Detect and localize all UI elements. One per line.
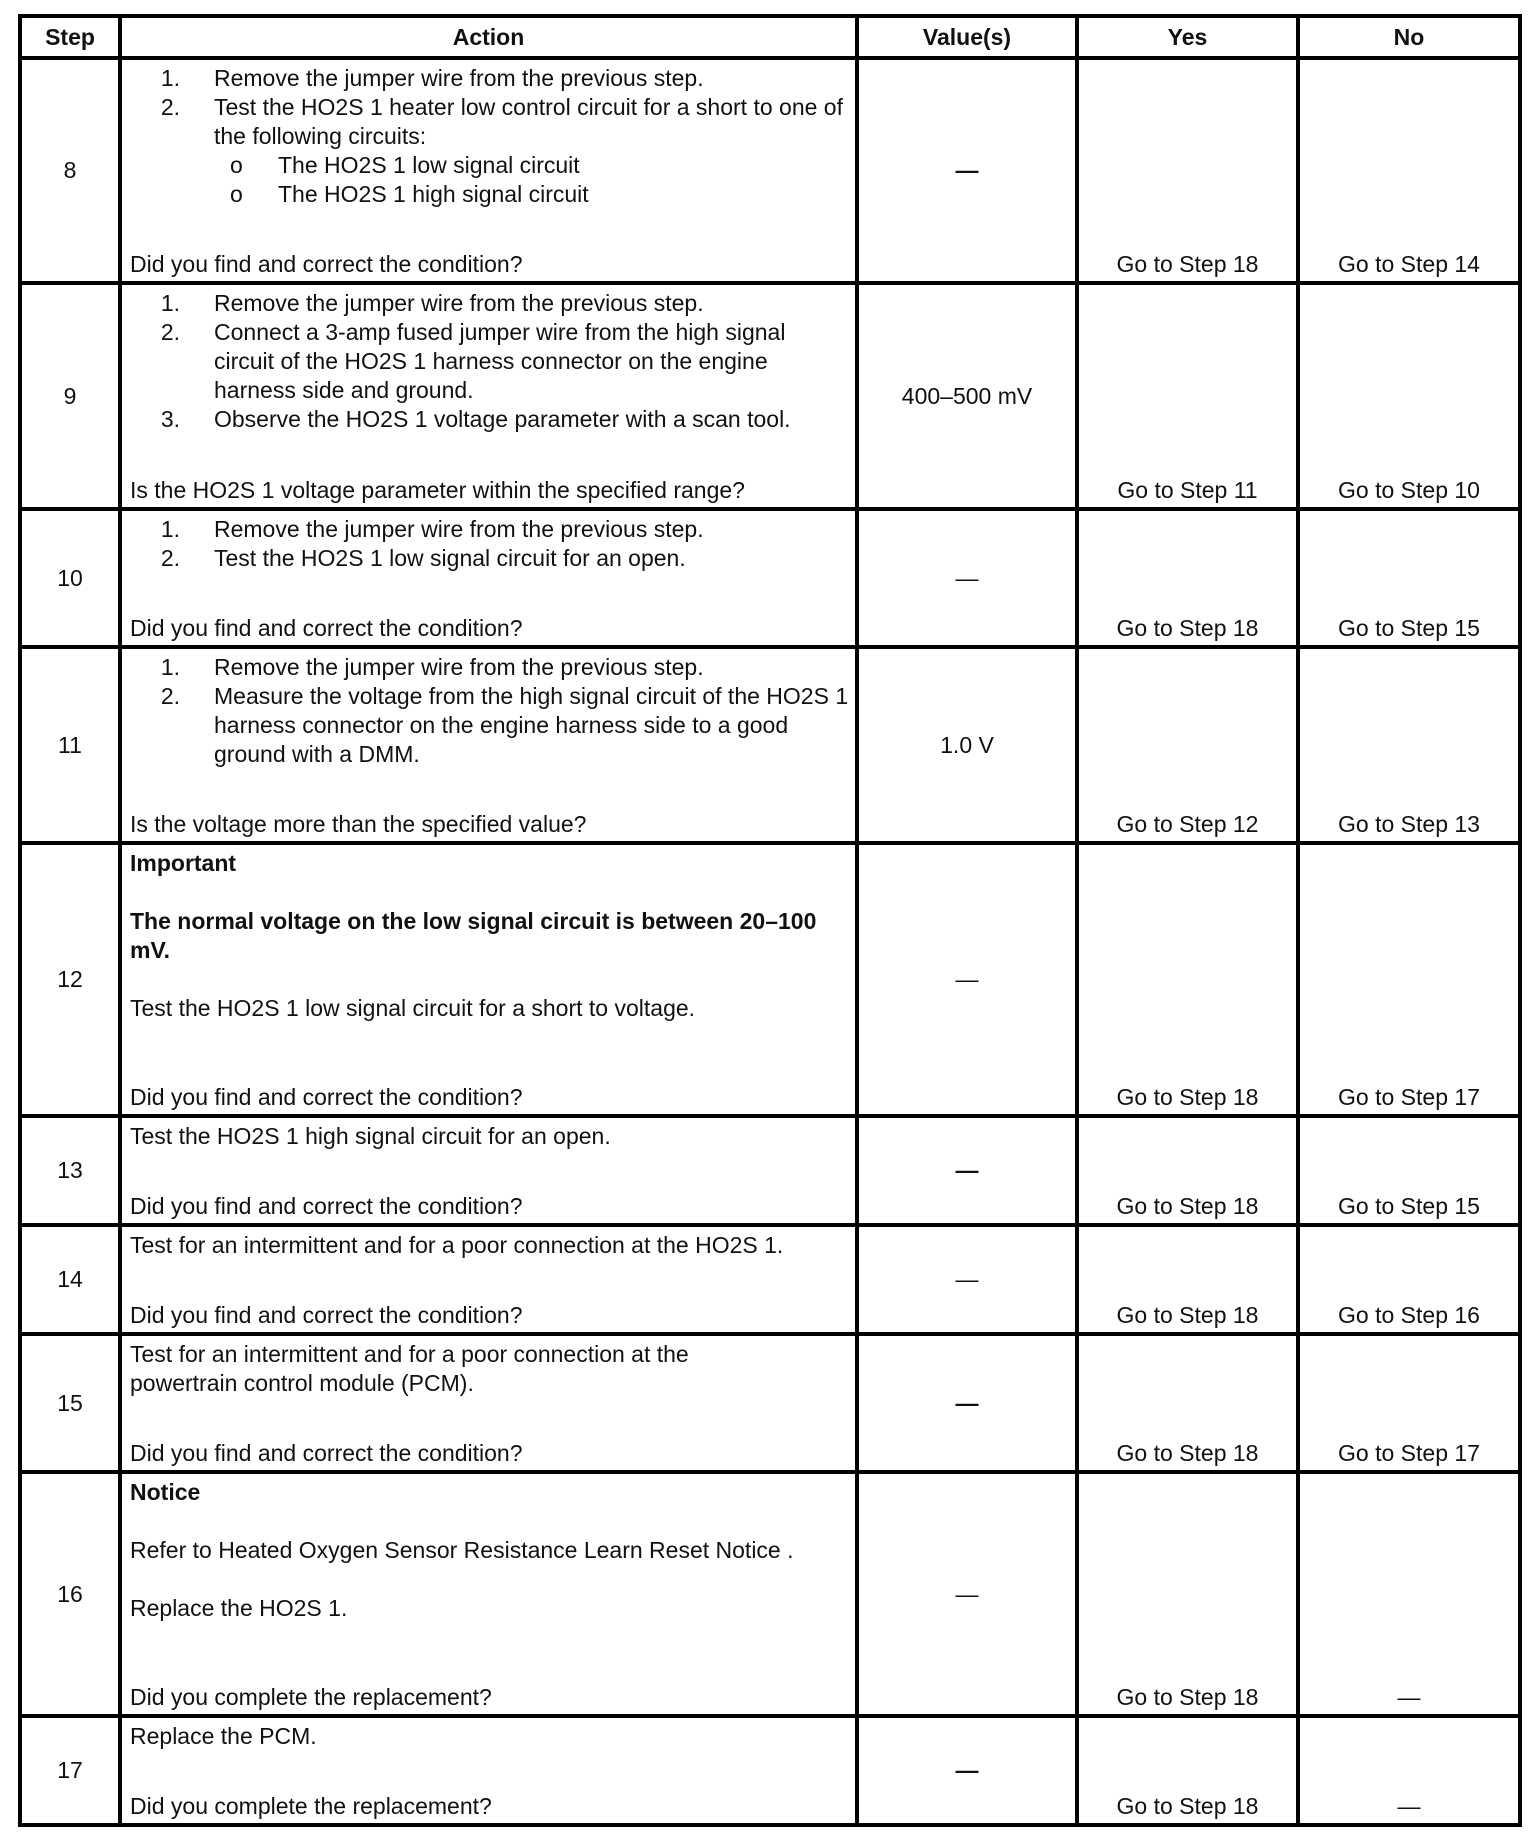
diagnostic-table-wrapper [18,14,1522,1827]
yes-cell: Go to Step 18 [1077,1116,1298,1225]
action-question: Did you find and correct the condition? [130,615,523,641]
yes-cell: Go to Step 18 [1077,58,1298,283]
step-number: 17 [20,1716,120,1825]
no-cell: — [1298,1716,1520,1825]
action-cell [120,1472,857,1716]
no-cell: Go to Step 15 [1298,509,1520,647]
action-item: 1. Remove the jumper wire from the previous step. [160,516,704,542]
action-question: Did you find and correct the condition? [130,1440,523,1466]
value-cell: — [857,1472,1077,1716]
action-text: Test the HO2S 1 low signal circuit for a short to voltage. [130,995,696,1021]
value-cell: — [857,843,1077,1116]
yes-cell: Go to Step 18 [1077,1716,1298,1825]
yes-cell: Go to Step 18 [1077,1472,1298,1716]
action-cell [120,1116,857,1225]
no-cell: Go to Step 17 [1298,1334,1520,1472]
value-cell: — [857,58,1077,283]
step-number: 13 [20,1116,120,1225]
action-cell [120,843,857,1116]
no-cell: Go to Step 15 [1298,1116,1520,1225]
no-cell: Go to Step 10 [1298,283,1520,509]
action-question: Did you find and correct the condition? [130,251,523,277]
yes-cell: Go to Step 18 [1077,509,1298,647]
action-cell [120,58,857,283]
action-question: Did you find and correct the condition? [130,1302,523,1328]
no-cell: Go to Step 13 [1298,647,1520,843]
value-cell: — [857,509,1077,647]
action-cell [120,509,857,647]
value-cell: — [857,1225,1077,1334]
step-number: 10 [20,509,120,647]
action-item: 3. Observe the HO2S 1 voltage parameter with a scan tool. [160,406,791,432]
important-note: The normal voltage on the low signal circuit is between 20–100 mV. [130,908,817,963]
value-cell: — [857,1716,1077,1825]
table-row [20,58,1520,283]
table-row [20,509,1520,647]
action-question: Did you complete the replacement? [130,1684,492,1710]
action-text: Replace the PCM. [130,1723,317,1749]
notice-reference: Refer to Heated Oxygen Sensor Resistance Learn Reset Notice . [130,1537,794,1563]
action-question: Did you find and correct the condition? [130,1084,523,1110]
step-number: 14 [20,1225,120,1334]
important-heading: Important [130,850,237,876]
notice-heading: Notice [130,1479,201,1505]
action-cell [120,283,857,509]
action-subitem: o The HO2S 1 low signal circuit [230,152,580,178]
no-cell: — [1298,1472,1520,1716]
action-item: 2. Test the HO2S 1 heater low control circuit for a short to one of the following circuits: [160,94,843,149]
action-cell [120,1334,857,1472]
header-values: Value(s) [857,16,1077,58]
no-cell: Go to Step 17 [1298,843,1520,1116]
table-row [20,1334,1520,1472]
header-step: Step [20,16,120,58]
action-question: Did you find and correct the condition? [130,1193,523,1219]
action-text: Replace the HO2S 1. [130,1595,348,1621]
action-item: 1. Remove the jumper wire from the previous step. [160,290,704,316]
step-number: 15 [20,1334,120,1472]
step-number: 8 [20,58,120,283]
action-cell [120,647,857,843]
value-cell: 400–500 mV [857,283,1077,509]
step-number: 12 [20,843,120,1116]
yes-cell: Go to Step 12 [1077,647,1298,843]
action-cell [120,1716,857,1825]
action-text: Test the HO2S 1 high signal circuit for an open. [130,1123,611,1149]
action-text: Test for an intermittent and for a poor connection at the powertrain control module (PCM). [130,1341,689,1396]
yes-cell: Go to Step 11 [1077,283,1298,509]
step-number: 16 [20,1472,120,1716]
yes-cell: Go to Step 18 [1077,1334,1298,1472]
action-text: Test for an intermittent and for a poor connection at the HO2S 1. [130,1232,784,1258]
step-number: 9 [20,283,120,509]
yes-cell: Go to Step 18 [1077,843,1298,1116]
value-cell: — [857,1334,1077,1472]
table-row [20,283,1520,509]
table-row [20,1716,1520,1825]
table-row [20,1472,1520,1716]
table-row [20,843,1520,1116]
diagnostic-table [18,14,1522,1827]
table-row [20,647,1520,843]
header-no: No [1298,16,1520,58]
no-cell: Go to Step 16 [1298,1225,1520,1334]
action-item: 2. Test the HO2S 1 low signal circuit for an open. [160,545,686,571]
action-item: 2. Connect a 3-amp fused jumper wire from the high signal circuit of the HO2S 1 harness connector on the engine harness side and ground. [160,319,786,403]
value-cell: — [857,1116,1077,1225]
value-cell: 1.0 V [857,647,1077,843]
action-question: Is the HO2S 1 voltage parameter within the specified range? [130,477,745,503]
table-row [20,1225,1520,1334]
action-item: 1. Remove the jumper wire from the previous step. [160,65,704,91]
yes-cell: Go to Step 18 [1077,1225,1298,1334]
step-number: 11 [20,647,120,843]
header-action: Action [120,16,857,58]
action-item: 2. Measure the voltage from the high signal circuit of the HO2S 1 harness connector on the engine harness side to a good ground with a DMM. [160,683,849,767]
action-subitem: o The HO2S 1 high signal circuit [230,181,589,207]
action-question: Did you complete the replacement? [130,1793,492,1819]
action-question: Is the voltage more than the specified value? [130,811,587,837]
action-cell [120,1225,857,1334]
action-item: 1. Remove the jumper wire from the previous step. [160,654,704,680]
table-row [20,1116,1520,1225]
header-row [20,16,1520,58]
no-cell: Go to Step 14 [1298,58,1520,283]
header-yes: Yes [1077,16,1298,58]
